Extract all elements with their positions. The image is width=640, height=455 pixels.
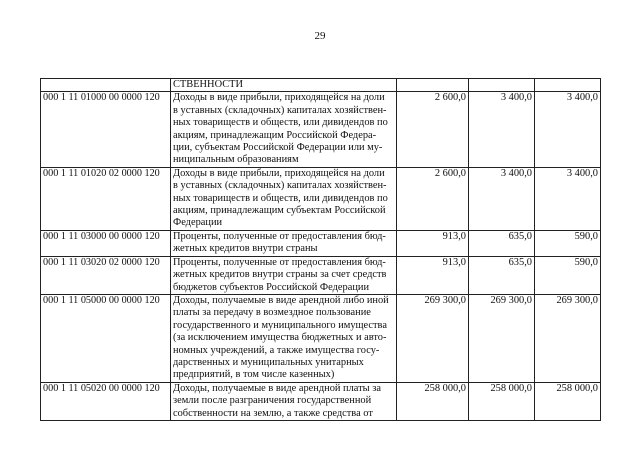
value-cell-v2: 635,0 bbox=[469, 256, 535, 294]
code-cell: 000 1 11 03000 00 0000 120 bbox=[41, 230, 171, 256]
value-cell-v3: 3 400,0 bbox=[535, 92, 601, 167]
name-line: платы за передачу в возмездное пользование bbox=[173, 307, 371, 319]
table-row bbox=[41, 167, 601, 230]
continuation-row bbox=[41, 79, 601, 92]
name-line: Доходы, получаемые в виде арендной платы за bbox=[173, 382, 381, 394]
code-cell: 000 1 11 05020 00 0000 120 bbox=[41, 382, 171, 420]
name-cell bbox=[171, 382, 397, 420]
name-line: собственности на землю, а также средства от bbox=[173, 407, 373, 419]
value-cell bbox=[469, 79, 535, 92]
code-cell: 000 1 11 03020 02 0000 120 bbox=[41, 256, 171, 294]
name-cell bbox=[171, 230, 397, 256]
name-cell bbox=[171, 92, 397, 167]
revenue-table bbox=[40, 78, 601, 421]
name-line: земли после разграничения государственной bbox=[173, 395, 372, 407]
value-cell-v2: 269 300,0 bbox=[469, 294, 535, 382]
name-cell bbox=[171, 256, 397, 294]
value-cell-v1: 913,0 bbox=[397, 256, 469, 294]
value-cell-v3: 590,0 bbox=[535, 256, 601, 294]
value-cell bbox=[397, 79, 469, 92]
table-row bbox=[41, 382, 601, 420]
value-cell-v1: 258 000,0 bbox=[397, 382, 469, 420]
value-cell-v3: 258 000,0 bbox=[535, 382, 601, 420]
name-line: акциям, принадлежащим Российской Федера- bbox=[173, 129, 377, 141]
value-cell-v1: 269 300,0 bbox=[397, 294, 469, 382]
name-line: в уставных (складочных) капиталах хозяйствен- bbox=[173, 104, 387, 116]
name-line: СТВЕННОСТИ bbox=[173, 79, 243, 90]
name-line: Доходы, получаемые в виде арендной либо иной bbox=[173, 294, 389, 306]
name-line: ных товариществ и обществ, или дивидендов по bbox=[173, 192, 388, 204]
name-line: жетных кредитов внутри страны bbox=[173, 243, 318, 255]
name-cell bbox=[171, 167, 397, 230]
name-line: бюджетов субъектов Российской Федерации bbox=[173, 281, 369, 293]
table-row bbox=[41, 92, 601, 167]
value-cell-v1: 913,0 bbox=[397, 230, 469, 256]
name-line: номных учреждений, а также имущества госу- bbox=[173, 344, 380, 356]
name-line: в уставных (складочных) капиталах хозяйствен- bbox=[173, 180, 387, 192]
name-line: предприятий, в том числе казенных) bbox=[173, 369, 335, 381]
value-cell-v2: 258 000,0 bbox=[469, 382, 535, 420]
value-cell-v2: 3 400,0 bbox=[469, 92, 535, 167]
name-line: жетных кредитов внутри страны за счет средств bbox=[173, 269, 387, 281]
value-cell-v3: 3 400,0 bbox=[535, 167, 601, 230]
code-cell bbox=[41, 79, 171, 92]
table-row bbox=[41, 294, 601, 382]
name-line: акциям, принадлежащим субъектам Российской bbox=[173, 205, 386, 217]
value-cell-v1: 2 600,0 bbox=[397, 167, 469, 230]
value-cell-v3: 269 300,0 bbox=[535, 294, 601, 382]
table-row bbox=[41, 256, 601, 294]
revenue-table-body bbox=[41, 79, 601, 421]
name-line: Проценты, полученные от предоставления бюд- bbox=[173, 256, 386, 268]
name-line: ных товариществ и обществ, или дивидендов по bbox=[173, 117, 388, 129]
code-cell: 000 1 11 05000 00 0000 120 bbox=[41, 294, 171, 382]
name-line: Федерации bbox=[173, 217, 223, 229]
name-line: Доходы в виде прибыли, приходящейся на доли bbox=[173, 92, 385, 104]
name-line: дарственных и муниципальных унитарных bbox=[173, 356, 364, 368]
name-line: государственного и муниципального имущества bbox=[173, 319, 387, 331]
name-line: Проценты, полученные от предоставления бюд- bbox=[173, 230, 386, 242]
value-cell-v1: 2 600,0 bbox=[397, 92, 469, 167]
name-line: ниципальным образованиям bbox=[173, 154, 299, 166]
value-cell bbox=[535, 79, 601, 92]
value-cell-v2: 635,0 bbox=[469, 230, 535, 256]
name-line: ции, субъектам Российской Федерации или му- bbox=[173, 142, 383, 154]
table-row bbox=[41, 230, 601, 256]
name-cell bbox=[171, 79, 397, 92]
value-cell-v2: 3 400,0 bbox=[469, 167, 535, 230]
page-number: 29 bbox=[314, 30, 326, 42]
name-cell bbox=[171, 294, 397, 382]
code-cell: 000 1 11 01020 02 0000 120 bbox=[41, 167, 171, 230]
name-line: Доходы в виде прибыли, приходящейся на доли bbox=[173, 167, 385, 179]
value-cell-v3: 590,0 bbox=[535, 230, 601, 256]
name-line: (за исключением имущества бюджетных и авто- bbox=[173, 332, 387, 344]
code-cell: 000 1 11 01000 00 0000 120 bbox=[41, 92, 171, 167]
